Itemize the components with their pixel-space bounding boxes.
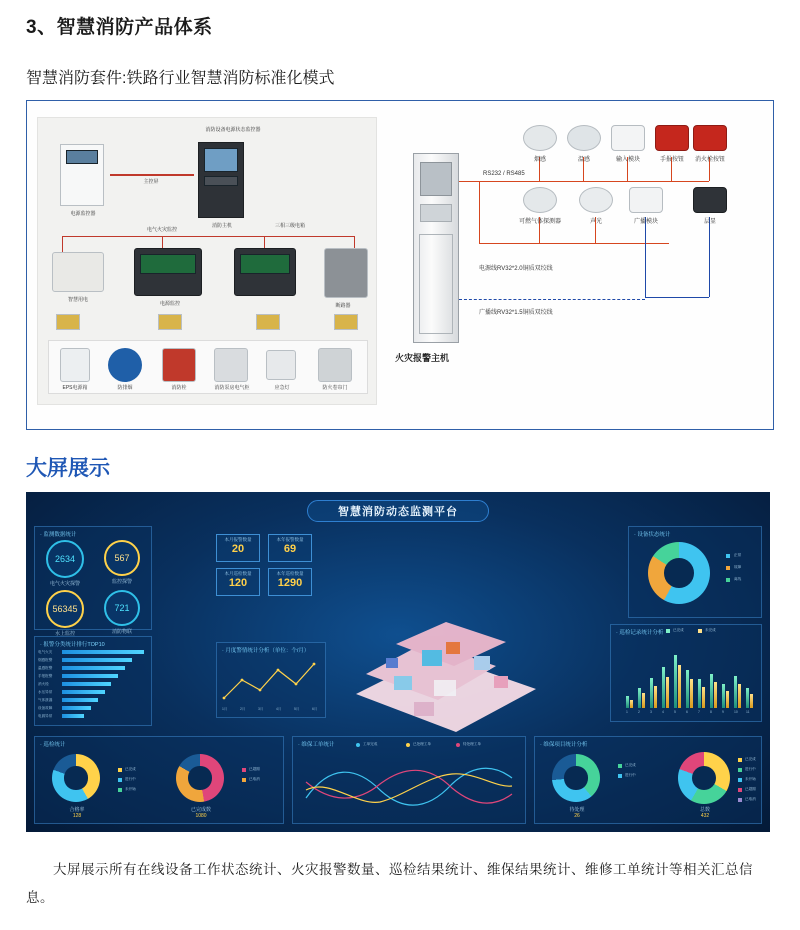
drop-bottom-2 bbox=[645, 217, 646, 297]
bus-stub bbox=[459, 181, 479, 182]
panel-gauges-right-header: · 维保项目统计分析 bbox=[540, 742, 588, 748]
gauge-legend-dot-8 bbox=[738, 768, 742, 772]
kpi-value: 56345 bbox=[52, 604, 78, 614]
photo-bottom-device-2 bbox=[162, 348, 196, 382]
curve-legend-2: 待处理工单 bbox=[463, 742, 481, 746]
trend-x-2: 3月 bbox=[258, 707, 264, 711]
counter-box-0 bbox=[216, 534, 260, 562]
kpi-ring-3 bbox=[104, 590, 140, 626]
bars-b-8 bbox=[726, 691, 729, 708]
photo-bottom-label-2: 消防栓 bbox=[171, 385, 187, 391]
bars-b-5 bbox=[690, 679, 693, 708]
gauge-legend-dot-0 bbox=[118, 768, 122, 772]
rank-bar-1 bbox=[62, 658, 132, 662]
rank-label-4: 消火栓 bbox=[38, 682, 49, 686]
photo-label-1: 电源监控器 bbox=[70, 211, 96, 217]
cabinet-display-panel bbox=[420, 162, 452, 196]
dashboard-screenshot bbox=[26, 492, 770, 832]
gauge-legend-10: 已超期 bbox=[745, 787, 756, 791]
bars-b-9 bbox=[738, 684, 741, 708]
node-hydrant-button bbox=[687, 125, 733, 163]
node-broadcast-module bbox=[623, 187, 669, 225]
section-heading: 3、智慧消防产品体系 bbox=[26, 17, 213, 38]
product-system-diagram bbox=[26, 100, 774, 430]
bars-x-5: 6 bbox=[686, 710, 688, 714]
kpi-value: 721 bbox=[114, 603, 130, 613]
trend-x-3: 4月 bbox=[276, 707, 282, 711]
photo-device-monitor-0-screen bbox=[140, 254, 196, 274]
broadcast-run bbox=[645, 297, 709, 298]
photo-label-5: 电气火灾监控 bbox=[146, 227, 177, 233]
gauge-legend-3: 已超期 bbox=[249, 767, 260, 771]
bars-b-3 bbox=[666, 677, 669, 708]
photo-device-breaker bbox=[324, 248, 368, 298]
bigscreen-title: 大屏展示 bbox=[26, 457, 110, 480]
gauge-legend-dot-5 bbox=[618, 764, 622, 768]
bars-b-6 bbox=[702, 687, 705, 708]
photo-bottom-label-0: EPS电源箱 bbox=[62, 385, 88, 391]
gauge-legend-dot-1 bbox=[118, 778, 122, 782]
gauge-legend-11: 已取消 bbox=[745, 797, 756, 801]
photo-terminal-0 bbox=[56, 314, 80, 330]
panel-gauges-left-header: · 巡检统计 bbox=[40, 742, 66, 748]
curve-legend-dot-0 bbox=[356, 743, 360, 747]
photo-terminal-2 bbox=[256, 314, 280, 330]
counter-value: 1290 bbox=[277, 577, 303, 589]
counter-value: 20 bbox=[231, 543, 245, 555]
rank-label-3: 手报报警 bbox=[38, 674, 53, 678]
gauge-legend-dot-11 bbox=[738, 798, 742, 802]
cabinet-door bbox=[419, 234, 453, 334]
photo-label-6: 智慧用电 bbox=[67, 297, 88, 303]
photo-device-monitor-1-screen bbox=[240, 254, 290, 274]
drop-bottom-3 bbox=[709, 217, 710, 297]
rank-label-0: 电气火灾 bbox=[38, 650, 53, 654]
curve-legend-dot-1 bbox=[406, 743, 410, 747]
bars-a-5 bbox=[686, 670, 689, 708]
curve-legend-1: 已处理工单 bbox=[413, 742, 431, 746]
heat-detector-icon bbox=[567, 125, 601, 151]
gauge-legend-6: 进行中 bbox=[625, 773, 636, 777]
node-label: 手报按钮 bbox=[659, 157, 684, 163]
kpi-caption-2: 水上监控 bbox=[54, 631, 75, 637]
gauge-legend-8: 进行中 bbox=[745, 767, 756, 771]
photo-arrow-line bbox=[110, 174, 194, 176]
bus-trunk-top bbox=[479, 181, 709, 182]
curve-legend-dot-2 bbox=[456, 743, 460, 747]
node-label: 输入模块 bbox=[615, 157, 640, 163]
gauge-legend-5: 已完成 bbox=[625, 763, 636, 767]
pie-legend-1: 故障 bbox=[734, 565, 742, 569]
trend-x-5: 6月 bbox=[312, 707, 318, 711]
section-subheading: 智慧消防套件:铁路行业智慧消防标准化模式 bbox=[26, 70, 335, 87]
photo-bottom-label-5: 防火卷帘门 bbox=[322, 385, 348, 391]
node-label: 可燃气体探测器 bbox=[518, 219, 561, 225]
counter-title: 本年报警数量 bbox=[276, 537, 304, 542]
node-label: 温感 bbox=[577, 157, 590, 163]
bars-x-3: 4 bbox=[662, 710, 664, 714]
node-gas-detector bbox=[517, 187, 563, 225]
rank-bar-2 bbox=[62, 666, 125, 670]
footer-paragraph: 大屏展示所有在线设备工作状态统计、火灾报警数量、巡检结果统计、维保结果统计、维修工单统计等相关汇总信息。 bbox=[26, 862, 753, 905]
rank-label-7: 设备故障 bbox=[38, 706, 53, 710]
gauge-2 bbox=[552, 754, 600, 802]
gauge-legend-dot-10 bbox=[738, 788, 742, 792]
counter-title: 本年巡检数量 bbox=[276, 571, 304, 576]
photo-bottom-device-3 bbox=[214, 348, 248, 382]
photo-bottom-label-4: 应急灯 bbox=[274, 385, 290, 391]
gauge-legend-dot-3 bbox=[242, 768, 246, 772]
gauge-legend-dot-4 bbox=[242, 778, 246, 782]
rank-label-1: 烟感报警 bbox=[38, 658, 53, 662]
trend-x-1: 2月 bbox=[240, 707, 246, 711]
gauge-value-1: 1080 bbox=[195, 813, 207, 819]
node-heat-detector bbox=[561, 125, 607, 163]
node-label: 声光 bbox=[589, 219, 602, 225]
gauge-legend-1: 进行中 bbox=[125, 777, 136, 781]
gauge-legend-0: 已完成 bbox=[125, 767, 136, 771]
bars-x-6: 7 bbox=[698, 710, 700, 714]
photo-label-7: 电源监控 bbox=[159, 301, 180, 307]
kpi-ring-1 bbox=[104, 540, 140, 576]
photo-bottom-label-1: 防排烟 bbox=[117, 385, 133, 391]
bars-a-8 bbox=[722, 684, 725, 708]
dashboard-header bbox=[26, 500, 770, 524]
bars-b-7 bbox=[714, 682, 717, 708]
bars-a-0 bbox=[626, 696, 629, 708]
trend-x-0: 1月 bbox=[222, 707, 228, 711]
rank-bar-3 bbox=[62, 674, 118, 678]
kpi-ring-2 bbox=[46, 590, 84, 628]
bars-a-6 bbox=[698, 679, 701, 708]
pie-legend-dot-0 bbox=[726, 554, 730, 558]
cabinet-keypad-panel bbox=[420, 204, 452, 222]
cable-label-0: 电源线RV32*2.0铜质双绞线 bbox=[479, 266, 553, 272]
bars-b-1 bbox=[642, 693, 645, 708]
gauge-legend-4: 已取消 bbox=[249, 777, 260, 781]
panel-curve-header: · 维保工单统计 bbox=[298, 742, 335, 748]
node-floor-display bbox=[687, 187, 733, 225]
rank-bar-8 bbox=[62, 714, 84, 718]
photo-device-fire-host-screen bbox=[204, 148, 238, 172]
trend-x-4: 5月 bbox=[294, 707, 300, 711]
pie-legend-0: 正常 bbox=[734, 553, 742, 557]
curve-legend-0: 工单完成 bbox=[363, 742, 378, 746]
bus-riser bbox=[479, 181, 480, 243]
system-topology bbox=[387, 117, 767, 417]
gauge-legend-dot-9 bbox=[738, 778, 742, 782]
rank-bar-7 bbox=[62, 706, 91, 710]
dashboard-title: 智慧消防动态监测平台 bbox=[307, 500, 489, 522]
node-sounder-beacon bbox=[573, 187, 619, 225]
panel-bars-header: · 巡检记录统计分析 bbox=[616, 630, 664, 636]
node-label: 层显 bbox=[703, 219, 716, 225]
trend-line-chart bbox=[220, 658, 322, 706]
counter-box-2 bbox=[216, 568, 260, 596]
city-3d-map bbox=[326, 584, 566, 744]
rank-bar-0 bbox=[62, 650, 144, 654]
pie-legend-2: 离线 bbox=[734, 577, 742, 581]
bars-a-9 bbox=[734, 676, 737, 708]
rank-label-2: 温感报警 bbox=[38, 666, 53, 670]
gauge-caption-2: 待处理 bbox=[569, 807, 585, 813]
photo-terminal-1 bbox=[158, 314, 182, 330]
photo-device-fire-host-keypad bbox=[204, 176, 238, 186]
kpi-caption-0: 电气火灾探警 bbox=[49, 581, 80, 587]
rank-bar-4 bbox=[62, 682, 111, 686]
bars-legend-0: 已完成 bbox=[673, 628, 684, 632]
pie-legend-dot-2 bbox=[726, 578, 730, 582]
rank-bar-5 bbox=[62, 690, 105, 694]
kpi-caption-3: 消防物联 bbox=[111, 629, 132, 635]
photo-bus-line bbox=[62, 236, 354, 237]
bars-a-7 bbox=[710, 674, 713, 708]
panel-kpi-header: · 监测数据统计 bbox=[40, 532, 77, 538]
gas-detector-icon bbox=[523, 187, 557, 213]
gauge-value-2: 26 bbox=[574, 813, 580, 819]
panel-trend-header: · 月度警情统计分析（单位：个/月） bbox=[222, 648, 310, 654]
gauge-value-0: 128 bbox=[72, 813, 82, 819]
photo-device-meter-0 bbox=[52, 252, 104, 292]
gauge-caption-1: 已完成数 bbox=[190, 807, 211, 813]
cable-label-1: 广播线RV32*1.5铜质双绞线 bbox=[479, 310, 553, 316]
bars-legend-1: 未完成 bbox=[705, 628, 716, 632]
rank-label-8: 电源异常 bbox=[38, 714, 53, 718]
gauge-legend-7: 已完成 bbox=[745, 757, 756, 761]
gauge-legend-dot-7 bbox=[738, 758, 742, 762]
bars-x-2: 3 bbox=[650, 710, 652, 714]
photo-bottom-device-4 bbox=[266, 350, 296, 380]
gauge-legend-dot-2 bbox=[118, 788, 122, 792]
gauge-0 bbox=[52, 754, 100, 802]
bars-a-10 bbox=[746, 688, 749, 708]
bars-legend-dot-1 bbox=[698, 629, 702, 633]
gauge-legend-9: 未开始 bbox=[745, 777, 756, 781]
gauge-legend-2: 未开始 bbox=[125, 787, 136, 791]
bus-trunk-bottom bbox=[479, 243, 669, 244]
bars-b-2 bbox=[654, 686, 657, 708]
counter-value: 69 bbox=[283, 543, 297, 555]
smoke-detector-icon bbox=[523, 125, 557, 151]
bars-a-3 bbox=[662, 667, 665, 708]
gauge-1 bbox=[176, 754, 224, 802]
photo-label-4: 三相三级电箱 bbox=[274, 223, 305, 229]
photo-device-power-cabinet-screen bbox=[66, 150, 98, 164]
node-input-module bbox=[605, 125, 651, 163]
manual-call-point-icon bbox=[655, 125, 689, 151]
photo-bottom-device-0 bbox=[60, 348, 90, 382]
photo-label-2: 主控屏 bbox=[143, 179, 159, 185]
gauge-value-3: 432 bbox=[700, 813, 710, 819]
input-module-icon bbox=[611, 125, 645, 151]
kpi-ring-0 bbox=[46, 540, 84, 578]
counter-box-1 bbox=[268, 534, 312, 562]
broadcast-dashed-line bbox=[459, 299, 645, 300]
device-status-pie bbox=[648, 542, 710, 604]
fire-alarm-host-cabinet bbox=[413, 153, 459, 343]
gauge-legend-dot-6 bbox=[618, 774, 622, 778]
node-label: 烟感 bbox=[533, 157, 546, 163]
gauge-caption-0: 合格率 bbox=[69, 807, 85, 813]
photo-label-3: 消防主机 bbox=[211, 223, 232, 229]
bars-x-8: 9 bbox=[722, 710, 724, 714]
counter-value: 120 bbox=[228, 577, 248, 589]
bars-x-9: 10 bbox=[734, 710, 738, 714]
kpi-value: 2634 bbox=[54, 554, 76, 564]
counter-box-3 bbox=[268, 568, 312, 596]
curve-line-chart bbox=[300, 754, 518, 816]
gauge-caption-3: 总数 bbox=[699, 807, 710, 813]
site-photo-panel bbox=[37, 117, 377, 405]
kpi-caption-1: 监控探警 bbox=[111, 579, 132, 585]
counter-title: 本月巡检数量 bbox=[224, 571, 252, 576]
photo-bottom-device-1 bbox=[108, 348, 142, 382]
bars-x-7: 8 bbox=[710, 710, 712, 714]
bars-x-10: 11 bbox=[746, 710, 750, 714]
bars-b-4 bbox=[678, 665, 681, 708]
sounder-beacon-icon bbox=[579, 187, 613, 213]
photo-label-0: 消防设备电源状态监控器 bbox=[205, 127, 261, 133]
counter-title: 本月报警数量 bbox=[224, 537, 252, 542]
bars-a-2 bbox=[650, 678, 653, 708]
kpi-value: 567 bbox=[114, 553, 130, 563]
panel-rank-header: · 报警分类统计排行TOP10 bbox=[40, 642, 105, 648]
bars-legend-dot-0 bbox=[666, 629, 670, 633]
node-label: 消火栓按钮 bbox=[694, 157, 725, 163]
photo-bottom-device-5 bbox=[318, 348, 352, 382]
node-label: 广播模块 bbox=[633, 219, 658, 225]
pie-legend-dot-1 bbox=[726, 566, 730, 570]
bars-b-10 bbox=[750, 694, 753, 708]
bars-a-1 bbox=[638, 688, 641, 708]
rank-label-5: 水压异常 bbox=[38, 690, 53, 694]
bus-label: RS232 / RS485 bbox=[483, 171, 525, 177]
rank-bar-6 bbox=[62, 698, 98, 702]
bars-x-1: 2 bbox=[638, 710, 640, 714]
bars-a-4 bbox=[674, 655, 677, 708]
photo-bottom-label-3: 消防泵房电气柜 bbox=[214, 385, 250, 391]
bars-b-0 bbox=[630, 700, 633, 708]
panel-pie-header: · 设备状态统计 bbox=[634, 532, 671, 538]
photo-label-8: 断路器 bbox=[335, 303, 351, 309]
photo-terminal-3 bbox=[334, 314, 358, 330]
broadcast-module-icon bbox=[629, 187, 663, 213]
bars-x-4: 5 bbox=[674, 710, 676, 714]
host-caption: 火灾报警主机 bbox=[395, 353, 450, 363]
node-smoke-detector bbox=[517, 125, 563, 163]
hydrant-button-icon bbox=[693, 125, 727, 151]
rank-label-6: 气体泄漏 bbox=[38, 698, 53, 702]
floor-display-icon bbox=[693, 187, 727, 213]
bars-x-0: 1 bbox=[626, 710, 628, 714]
gauge-3 bbox=[678, 752, 730, 804]
